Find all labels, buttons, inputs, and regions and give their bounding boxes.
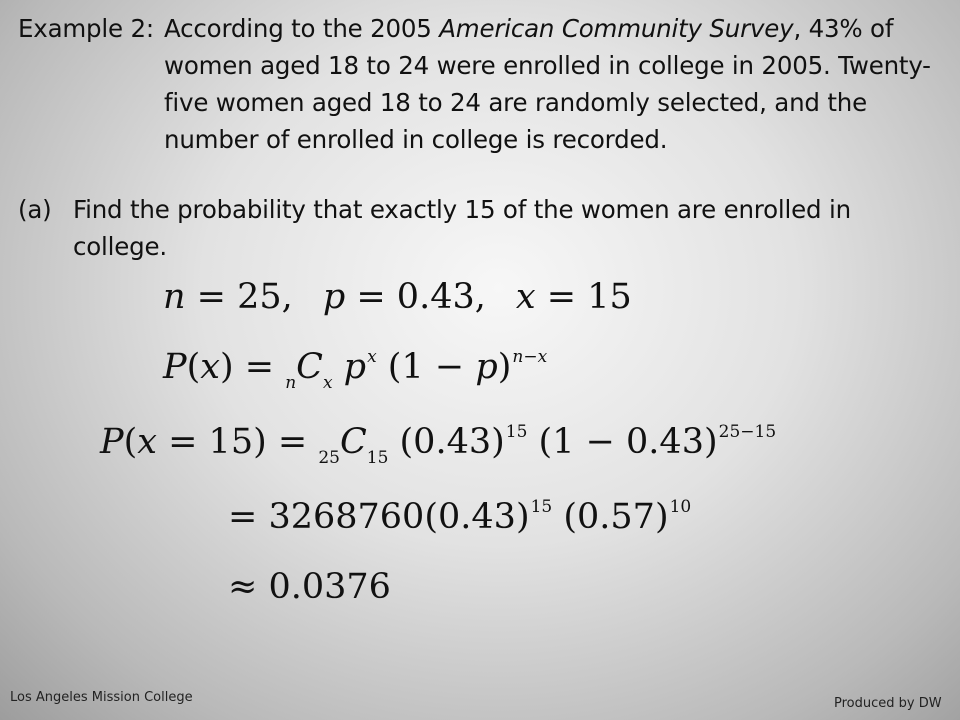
eq3-q-exp: 25−15 xyxy=(718,422,777,442)
eq3-x-sub: 15 xyxy=(366,448,389,468)
survey-name: American Community Survey xyxy=(439,14,794,43)
example-text-part2: , 43% of women aged 18 to 24 were enrolled in college in 2005. Twenty-five women aged 18 to 24 are randomly selected, and the number of enrolled in college is recorded. xyxy=(164,14,931,154)
eq3-q-base: 1 − 0.43 xyxy=(552,422,704,462)
footer-credit: Produced by DW xyxy=(834,696,942,711)
substitution-equation: $P(x = 15) = _{25}C_{15}$ $(0.43)^{15}$ $(1 - 0.43)^{25-15}$ xyxy=(100,422,777,468)
part-a-text: Find the probability that exactly 15 of the women are enrolled in college. xyxy=(73,195,851,261)
n-value: 25 xyxy=(237,277,282,317)
eq3-x: 15 xyxy=(208,422,254,462)
example-text xyxy=(164,10,949,158)
eq4-p: 0.43 xyxy=(438,497,516,537)
eq3-p: 0.43 xyxy=(413,422,492,462)
eq4-q: 0.57 xyxy=(577,497,655,537)
example-text-part1: According to the 2005 xyxy=(164,14,440,43)
eq3-n-sub: 25 xyxy=(318,448,340,468)
result-equation: ≈ 0.0376 xyxy=(228,567,391,607)
footer-college-name: Los Angeles Mission College xyxy=(10,690,193,705)
p-value: 0.43 xyxy=(396,277,475,317)
eq4-p-exp: 15 xyxy=(530,497,553,517)
x-value: 15 xyxy=(587,277,632,317)
probability-result: 0.0376 xyxy=(268,567,391,607)
given-values-equation: n = 25, p = 0.43, x = 15 xyxy=(163,277,632,317)
part-a-label: (a) xyxy=(18,195,52,224)
example-label: Example 2: xyxy=(18,14,154,43)
combination-value: 3268760 xyxy=(268,497,425,537)
evaluated-equation: = $3268760(0.43)^{15}$ $(0.57)^{10}$ xyxy=(228,497,692,537)
binomial-formula: $P(x) = _nC_x$ $p^x$ $(1 - p)^{n-x}$ xyxy=(163,347,548,393)
eq4-q-exp: 10 xyxy=(669,497,692,517)
eq3-p-exp: 15 xyxy=(505,422,528,442)
